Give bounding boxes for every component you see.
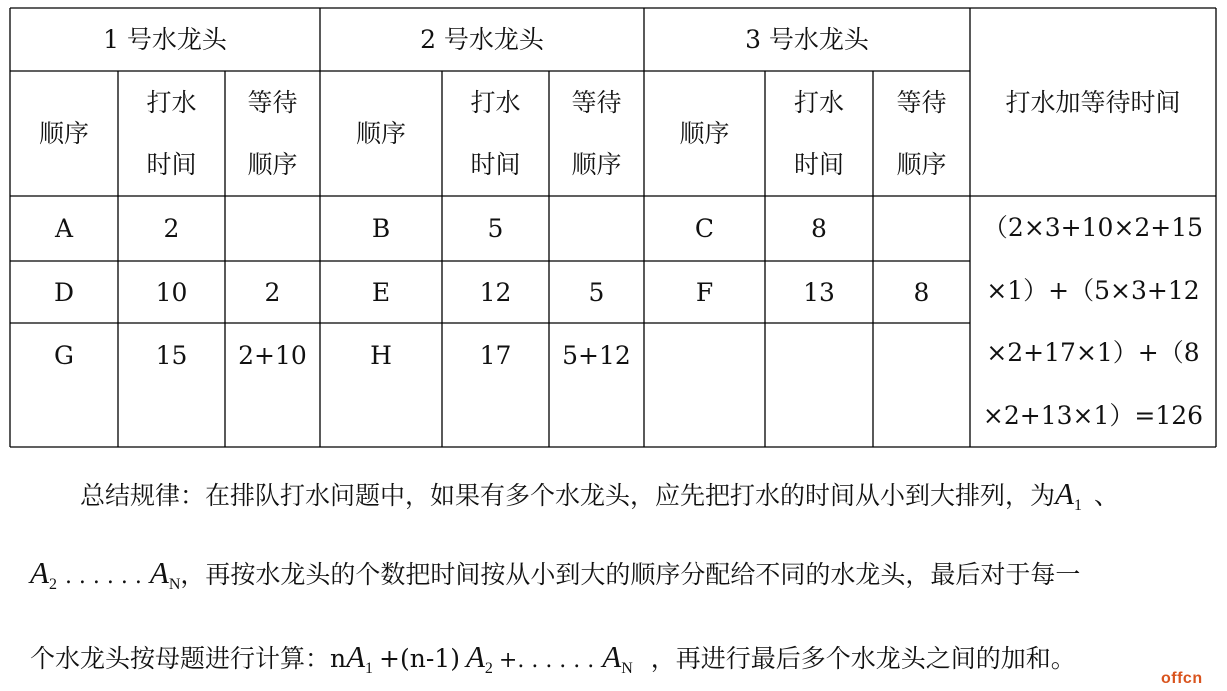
table-cell: 13 bbox=[803, 277, 835, 307]
wait-order-header: 等待 顺序 bbox=[571, 87, 622, 179]
table-cell: 8 bbox=[811, 214, 827, 243]
total-time-header: 打水加等待时间 bbox=[1005, 87, 1181, 117]
table-cell bbox=[765, 323, 873, 467]
table-cell bbox=[644, 323, 765, 467]
wait-order-header: 等待 顺序 bbox=[247, 87, 298, 179]
table-cell: 2+10 bbox=[238, 341, 307, 370]
table-cell bbox=[549, 196, 644, 261]
table-cell bbox=[225, 196, 320, 261]
table-cell: 15 bbox=[155, 341, 188, 370]
table-cell bbox=[873, 196, 970, 261]
table-cell: D bbox=[53, 277, 75, 307]
table-cell bbox=[873, 323, 970, 467]
order-header: 顺序 bbox=[38, 118, 89, 148]
faucet-3-header: 3 号水龙头 bbox=[745, 25, 869, 54]
faucet-1-header: 1 号水龙头 bbox=[103, 25, 227, 54]
table-cell: F bbox=[695, 277, 714, 307]
order-header: 顺序 bbox=[679, 118, 730, 148]
table-cell: 8 bbox=[913, 277, 930, 307]
table-cell: 2 bbox=[264, 277, 281, 307]
table-cell: 5+12 bbox=[562, 341, 631, 370]
order-header: 顺序 bbox=[355, 118, 406, 148]
summary-line-1: 总结规律：在排队打水问题中，如果有多个水龙头，应先把打水的时间从小到大排列，为$A_1$ 、 bbox=[80, 476, 1119, 514]
table-cell: 2 bbox=[163, 214, 180, 243]
fill-time-header: 打水 时间 bbox=[793, 87, 844, 179]
table-cell: A bbox=[54, 214, 74, 243]
table-cell: H bbox=[370, 341, 392, 370]
summary-line-3: 个水龙头按母题进行计算：$nA_1 +(n-1)$ $A_2$ +. . . . . . $A_N$ ，再进行最后多个水龙头之间的加和。 bbox=[30, 639, 1076, 677]
fill-time-header: 打水 时间 bbox=[470, 87, 521, 179]
table-cell: 17 bbox=[479, 341, 512, 370]
summary-line-2: $A_2$ . . . . . . $A_N$，再按水龙头的个数把时间按从小到大的顺序分配给不同的水龙头，最后对于每一 bbox=[30, 555, 1081, 593]
wait-order-header: 等待 顺序 bbox=[896, 87, 947, 179]
table-cell: 10 bbox=[155, 277, 188, 307]
offcn-watermark: offcn bbox=[1161, 670, 1203, 687]
fill-time-header: 打水 时间 bbox=[146, 87, 197, 179]
table-cell: B bbox=[371, 214, 391, 243]
table-cell: C bbox=[694, 214, 715, 243]
table-cell: E bbox=[371, 277, 391, 307]
total-time-value: （2×3+10×2+15 ×1）+（5×3+12 ×2+17×1）+（8 ×2+13×1）=126 bbox=[982, 213, 1204, 430]
table-cell: 12 bbox=[479, 277, 512, 307]
table-cell: 5 bbox=[487, 214, 504, 243]
faucet-2-header: 2 号水龙头 bbox=[420, 25, 544, 54]
table-cell: G bbox=[54, 341, 74, 370]
table-cell: 5 bbox=[588, 277, 605, 307]
